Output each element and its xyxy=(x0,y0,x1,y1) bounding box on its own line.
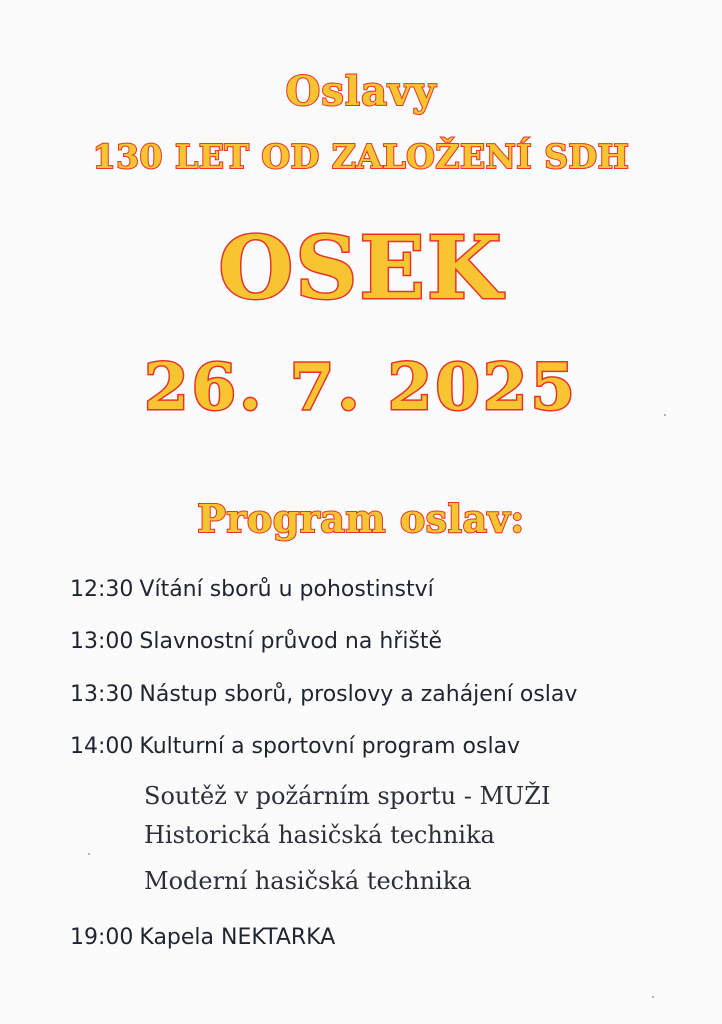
program-heading: Program oslav: xyxy=(197,496,525,541)
program-item xyxy=(70,579,434,601)
program-item xyxy=(70,927,335,949)
program-item-time: 13:30 xyxy=(70,682,134,707)
program-item-time: 12:30 xyxy=(70,577,134,602)
poster-subtitle: 130 LET OD ZALOŽENÍ SDH xyxy=(92,137,630,176)
program-sub-item: Moderní hasičská technika xyxy=(144,867,472,895)
program-sub-item: Historická hasičská technika xyxy=(144,821,495,849)
scan-speck xyxy=(664,414,666,416)
scan-speck xyxy=(88,853,90,855)
poster-date: 26. 7. 2025 xyxy=(144,350,578,425)
program-item xyxy=(70,736,520,758)
program-item-text: Kulturní a sportovní program oslav xyxy=(139,734,521,759)
program-item xyxy=(70,631,442,653)
program-item xyxy=(70,684,577,706)
program-item-time: 13:00 xyxy=(70,629,134,654)
poster-title: Oslavy xyxy=(285,68,437,115)
poster-place: OSEK xyxy=(218,218,504,319)
program-item-text: Nástup sborů, proslovy a zahájení oslav xyxy=(139,682,578,707)
program-item-text: Kapela NEKTARKA xyxy=(139,925,336,950)
program-item-text: Vítání sborů u pohostinství xyxy=(139,577,434,602)
program-item-text: Slavnostní průvod na hřiště xyxy=(139,629,443,654)
program-item-time: 19:00 xyxy=(70,925,134,950)
scan-speck xyxy=(652,996,654,998)
program-item-time: 14:00 xyxy=(70,734,134,759)
program-sub-item: Soutěž v požárním sportu - MUŽI xyxy=(144,782,551,810)
